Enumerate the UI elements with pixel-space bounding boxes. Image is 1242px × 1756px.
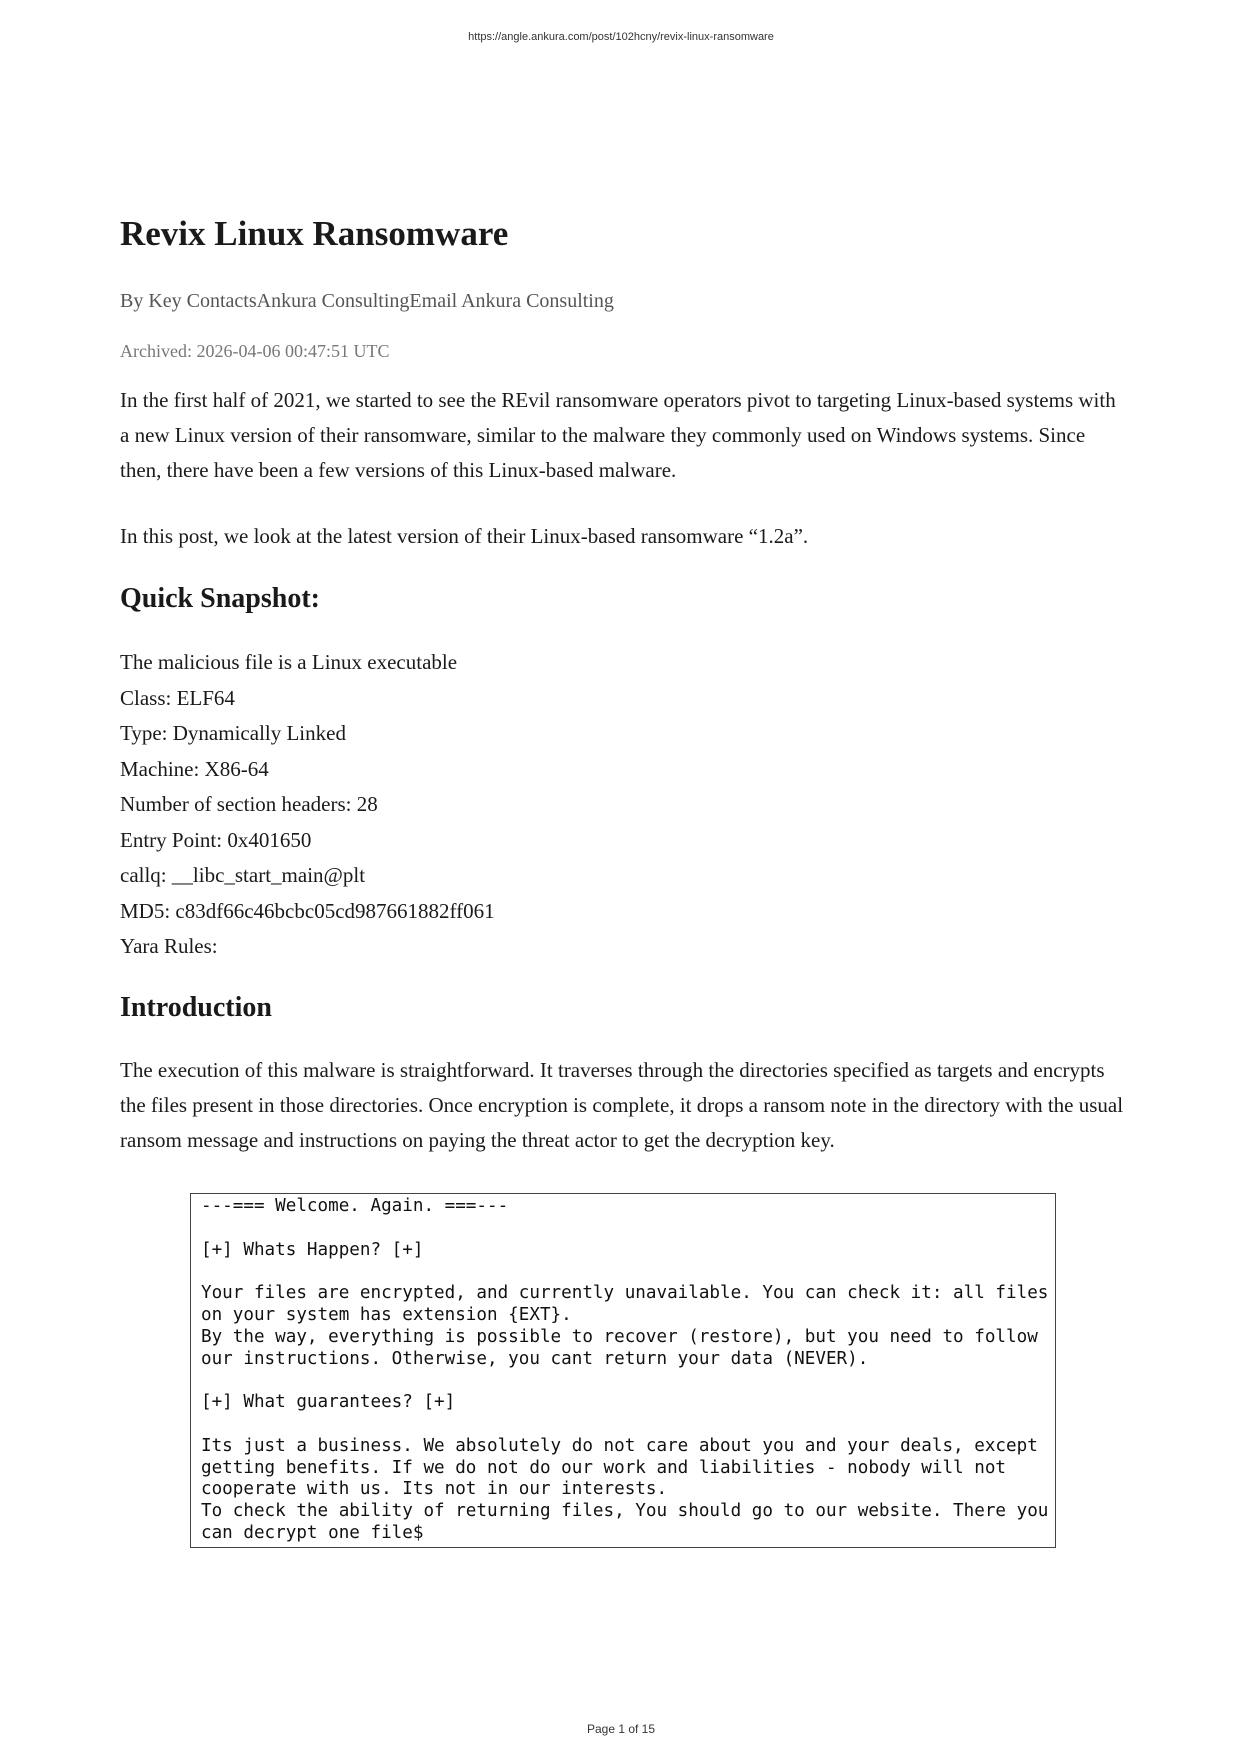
page-number: Page 1 of 15 (586, 1722, 656, 1736)
snapshot-list (120, 645, 495, 965)
list-item: MD5: c83df66c46bcbc05cd987661882ff061 (120, 898, 495, 923)
list-item: Machine: X86-64 (120, 756, 269, 781)
article-title: Revix Linux Ransomware (120, 214, 509, 253)
introduction-paragraph: The execution of this malware is straightforward. It traverses through the directories specified as targets and encrypts the files present in those directories. Once encryption is complete, it drops a ransom note in the directory with the usual ransom message and instructions on paying the threat actor to get the decryption key. (120, 1058, 1124, 1152)
list-item: callq: __libc_start_main@plt (120, 863, 366, 887)
list-item: Yara Rules: (120, 934, 218, 958)
page-url: https://angle.ankura.com/post/102hcny/revix-linux-ransomware (468, 31, 774, 43)
list-item: The malicious file is a Linux executable (120, 650, 458, 674)
archived-timestamp: Archived: 2026-04-06 00:47:51 UTC (120, 341, 390, 361)
byline: By Key ContactsAnkura ConsultingEmail Ankura Consulting (120, 290, 614, 312)
introduction-heading: Introduction (120, 992, 272, 1023)
list-item: Number of section headers: 28 (120, 792, 378, 816)
ransom-note-image (190, 1193, 1056, 1548)
intro-paragraph-1: In the first half of 2021, we started to see the REvil ransomware operators pivot to targeting Linux-based systems with a new Linux version of their ransomware, similar to the malware they commonly used on Windows systems. Since then, there have been a few versions of this Linux-based malware. (120, 388, 1116, 482)
list-item: Class: ELF64 (120, 685, 235, 710)
intro-paragraph-2: In this post, we look at the latest version of their Linux-based ransomware “1.2a”. (120, 524, 809, 548)
list-item: Type: Dynamically Linked (120, 721, 346, 745)
quick-snapshot-heading: Quick Snapshot: (120, 583, 320, 614)
ransom-note-text: ---=== Welcome. Again. ===--- [+] Whats Happen? [+] Your files are encrypted, and currently unavailable. You can check it: all files on your system has extension {EXT}. By the way, everything is possible to recover (restore), but you need to follow our instructions. Otherwise, you cant return your data (NEVER). [+] What guarantees? [+] Its just a business. We absolutely do not care about you and your deals, except getting benefits. If we do not do our work and liabilities - nobody will not cooperate with us. Its not in our interests. To check the ability of returning files, You should go to our website. There you can decrypt one file$ (201, 1196, 1049, 1543)
list-item: Entry Point: 0x401650 (120, 827, 312, 852)
